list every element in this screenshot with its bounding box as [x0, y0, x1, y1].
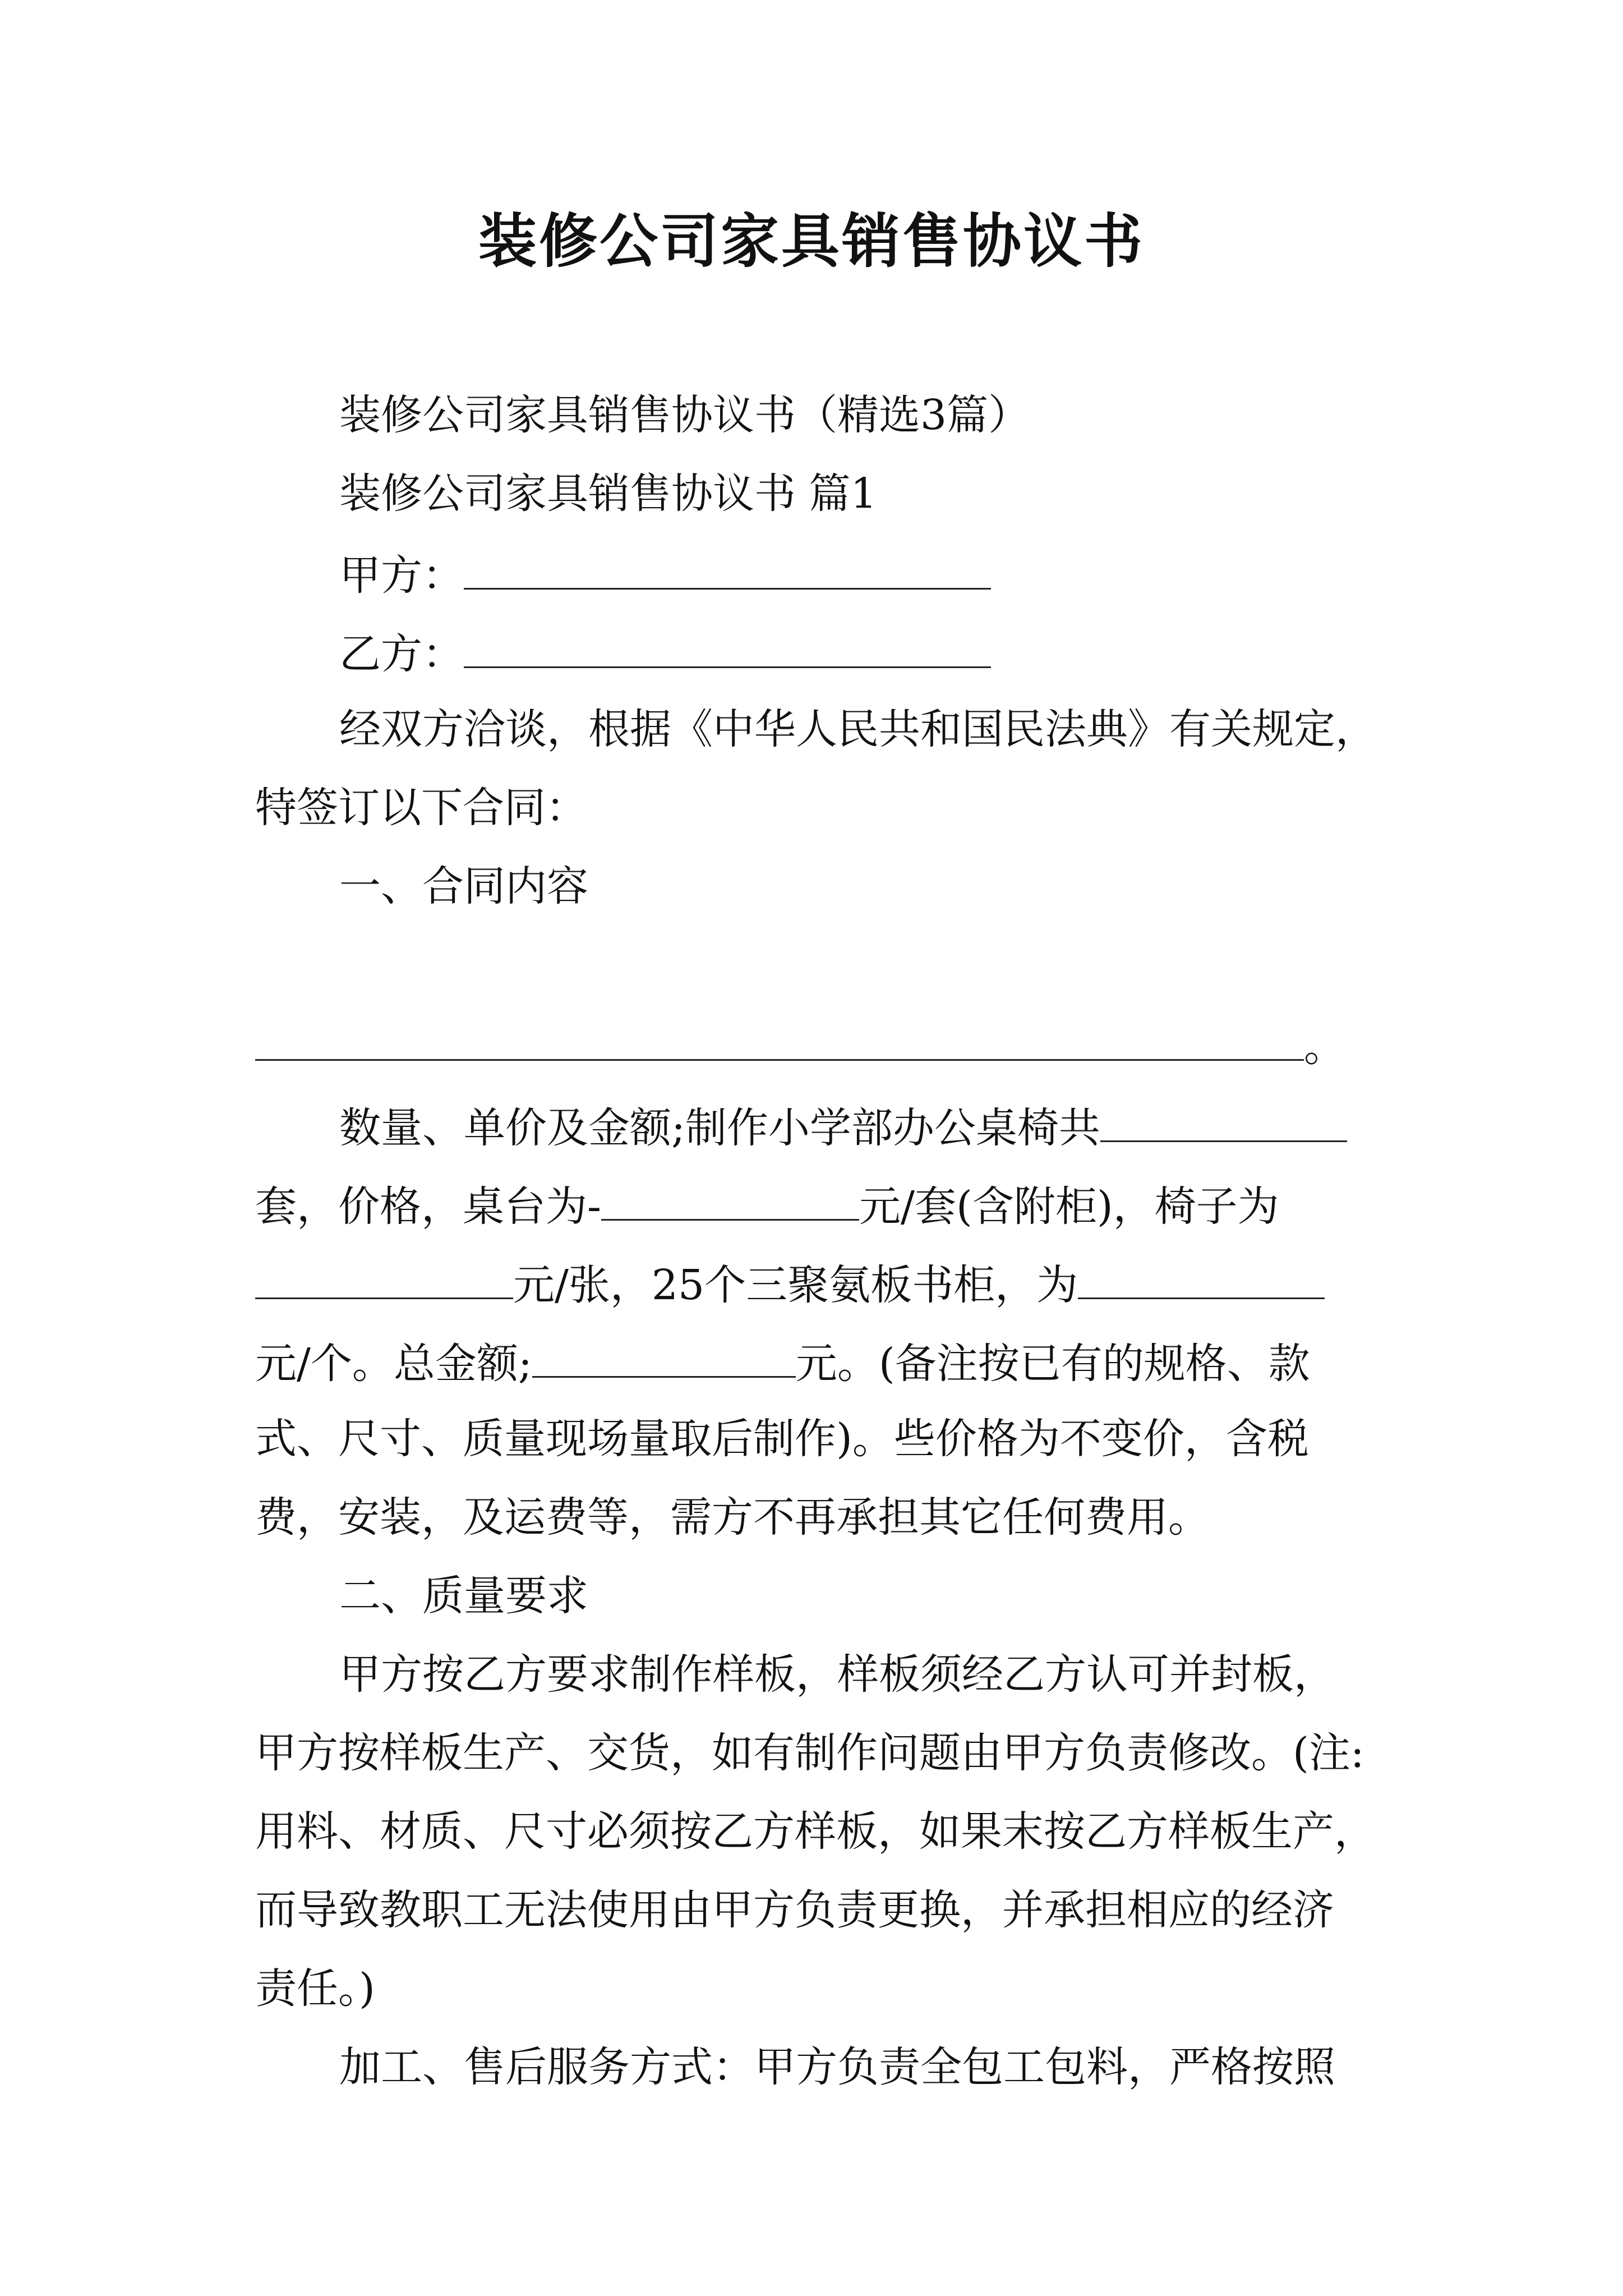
party-a-blank [464, 544, 991, 590]
quality-line-5: 责任。) [255, 1964, 375, 2013]
party-a-label: 甲方： [339, 551, 464, 600]
party-a-line [255, 544, 1399, 600]
party-b-label: 乙方： [339, 630, 464, 678]
part-heading: 装修公司家具销售协议书 篇1 [339, 470, 877, 518]
bookcase-price-blank [1078, 1254, 1325, 1299]
desk-price-blank [601, 1175, 859, 1221]
subtitle: 装修公司家具销售协议书（精选3篇） [339, 391, 1030, 439]
service-line-1: 加工、售后服务方式：甲方负责全包工包料，严格按照 [339, 2043, 1335, 2091]
quantity-line-3: 元/张，25个三聚氨板书柜，为 [255, 1254, 1399, 1310]
intro-paragraph-line-2: 特签订以下合同： [255, 784, 587, 832]
content-blank-line: 。 [255, 1015, 1399, 1071]
party-b-line [255, 623, 1399, 679]
quality-line-2: 甲方按样板生产、交货，如有制作问题由甲方负责修改。(注: [255, 1729, 1364, 1777]
quality-line-3: 用料、材质、尺寸必须按乙方样板，如果末按乙方样板生产， [255, 1807, 1376, 1856]
quantity-line-6: 费，安装，及运费等，需方不再承担其它任何费用。 [255, 1493, 1210, 1542]
desk-set-count-blank [1100, 1097, 1347, 1142]
total-amount-blank [532, 1332, 796, 1378]
party-b-blank [464, 623, 991, 668]
section-1-heading: 一、合同内容 [339, 862, 588, 910]
quality-line-4: 而导致教职工无法使用由甲方负责更换，并承担相应的经济 [255, 1886, 1334, 1934]
document-title: 装修公司家具销售协议书 [478, 206, 1145, 275]
intro-paragraph-line-1: 经双方洽谈，根据《中华人民共和国民法典》有关规定， [339, 705, 1377, 753]
section-2-heading: 二、质量要求 [339, 1572, 588, 1620]
quantity-line-1: 数量、单价及金额;制作小学部办公桌椅共 [255, 1097, 1399, 1153]
chair-price-blank [255, 1254, 513, 1299]
quantity-line-5: 式、尺寸、质量现场量取后制作)。些价格为不变价，含税 [255, 1415, 1309, 1463]
quality-line-1: 甲方按乙方要求制作样板，样板须经乙方认可并封板， [339, 1650, 1335, 1699]
quantity-line-4: 元/个。总金额; 元。(备注按已有的规格、款 [255, 1332, 1399, 1388]
quantity-line-2: 套，价格，桌台为- 元/套(含附柜)，椅子为 [255, 1175, 1399, 1231]
content-blank [255, 1015, 1304, 1061]
